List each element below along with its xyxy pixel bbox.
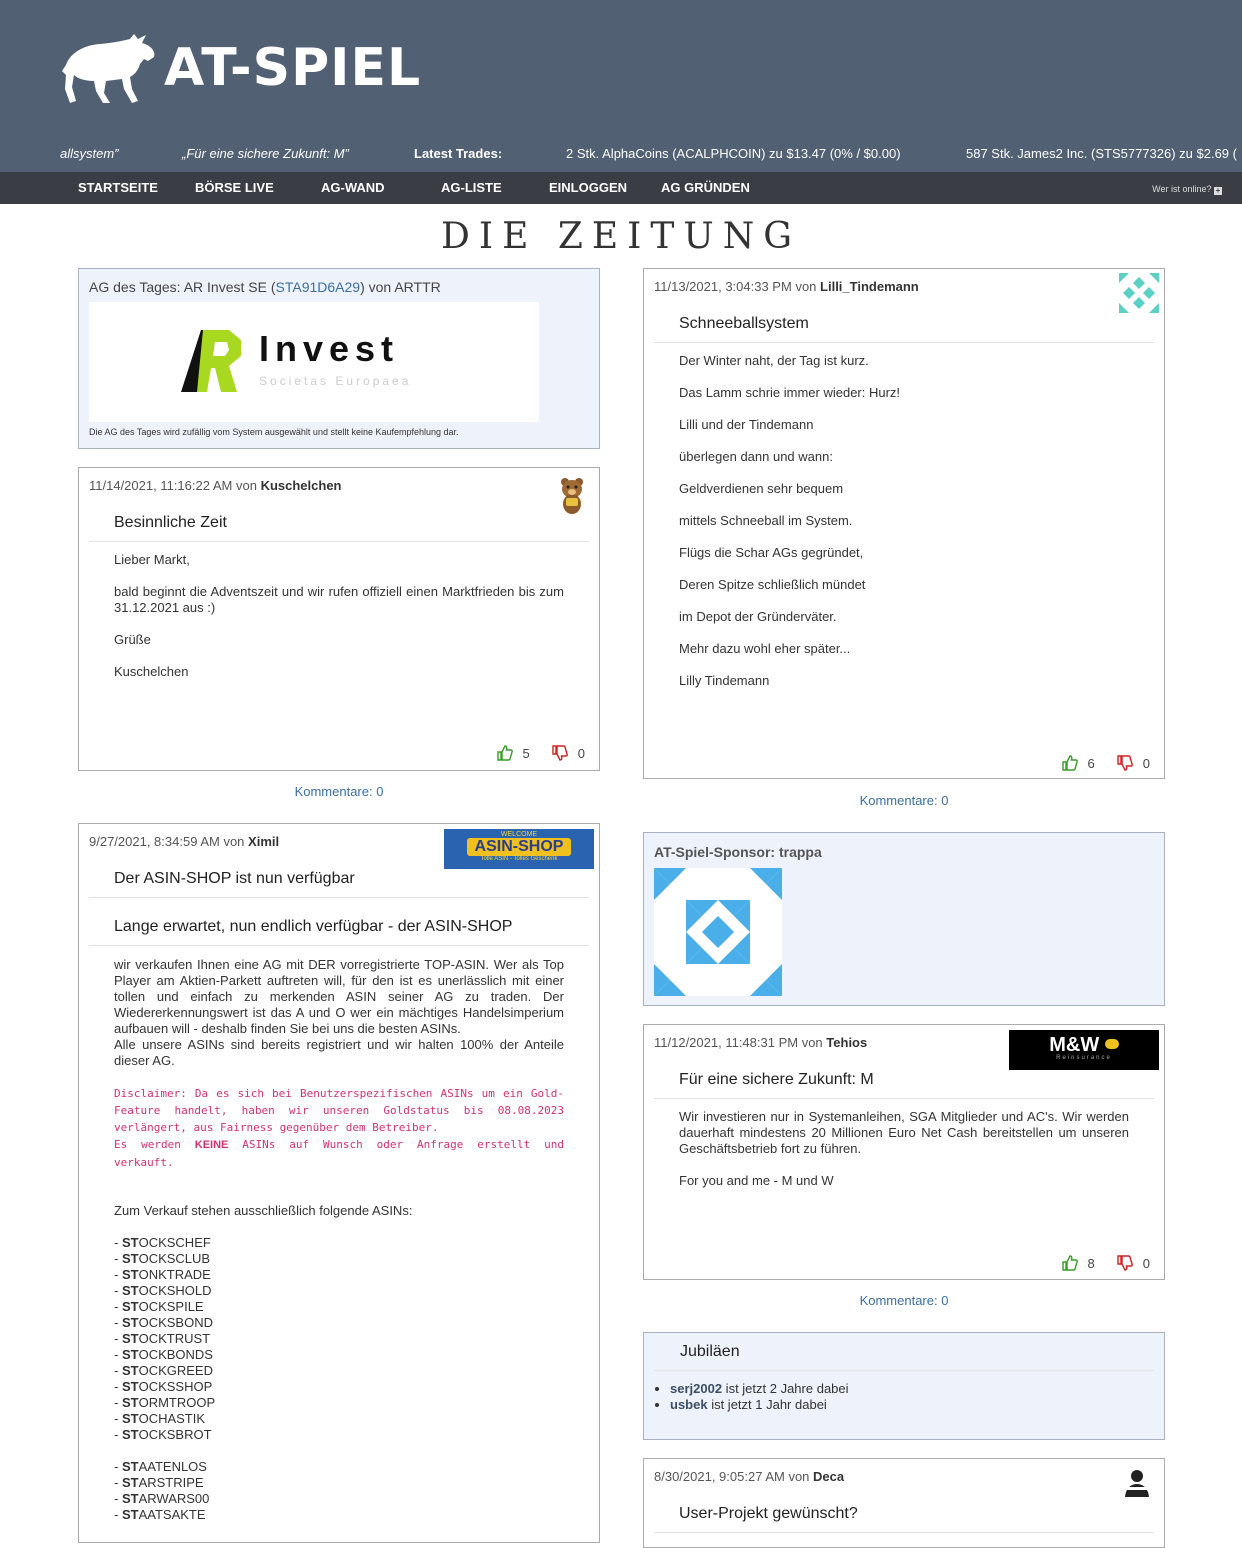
asin-item: - STOCKGREED (114, 1363, 213, 1378)
ar-logo-icon (171, 326, 251, 396)
sponsor-logo-icon[interactable] (654, 868, 782, 996)
banner-welcome: WELCOME (500, 831, 538, 838)
post-paragraph: mittels Schneeball im System. (679, 513, 853, 528)
post-paragraph: Lilly Tindemann (679, 673, 770, 688)
ticker-item[interactable]: „Für eine sichere Zukunft: M” (182, 146, 349, 161)
post-date: 11/13/2021, 3:04:33 PM (654, 279, 792, 294)
bee-icon (1105, 1039, 1119, 1049)
post-von: von (795, 279, 817, 294)
post-subject: Besinnliche Zeit (114, 514, 227, 531)
post-paragraph: Deren Spitze schließlich mündet (679, 577, 866, 592)
post-body (679, 353, 1129, 705)
banner-text: M&W (1049, 1034, 1100, 1056)
downvote-count: 0 (1142, 755, 1150, 771)
who-is-online-label: Wer ist online? (1152, 184, 1212, 194)
post-paragraph: bald beginnt die Adventszeit und wir rufen offiziell einen Marktfrieden bis zum 31.12.2021 aus :) (114, 584, 564, 615)
downvote-count: 0 (1142, 1255, 1150, 1271)
post-date: 11/14/2021, 11:16:22 AM (89, 478, 233, 493)
asin-list-intro: Zum Verkauf stehen ausschließlich folgende ASINs: (114, 1203, 413, 1218)
jubilee-text: ist jetzt 2 Jahre dabei (722, 1381, 849, 1396)
post-paragraph: Grüße (114, 632, 151, 647)
asin-item: - STOCHASTIK (114, 1411, 206, 1426)
page-title: DIE ZEITUNG (441, 216, 801, 257)
upvote-count: 6 (1087, 755, 1095, 771)
post-paragraph: Das Lamm schrie immer wieder: Hurz! (679, 385, 901, 400)
divider (89, 541, 589, 542)
main-nav (0, 172, 1242, 204)
jubilee-text: ist jetzt 1 Jahr dabei (707, 1397, 827, 1412)
disclaimer-text (114, 1085, 564, 1171)
disclaimer-emphasis: KEINE (194, 1139, 229, 1151)
list-item (670, 1381, 849, 1397)
sponsor-box (643, 832, 1165, 1006)
asin-shop-banner[interactable] (444, 829, 594, 869)
disclaimer-line: Disclaimer: Da es sich bei Benutzerspezifischen ASINs um ein Gold-Feature handelt, haben wir unseren Goldstatus bis 08.08.2023 verlängert, aus Fairness gegenüber dem Betreiber. (114, 1087, 564, 1134)
post-paragraph: überlegen dann und wann: (679, 449, 833, 464)
news-post (78, 823, 600, 1543)
post-paragraph: Alle unsere ASINs sind bereits registriert und wir halten 100% der Anteile dieser AG. (114, 1037, 564, 1068)
nav-einloggen[interactable]: EINLOGGEN (549, 180, 628, 195)
post-subject: Für eine sichere Zukunft: M (679, 1071, 874, 1088)
asin-item: - STARSTRIPE (114, 1475, 204, 1490)
site-logo[interactable] (60, 30, 421, 106)
comments-link[interactable]: Kommentare: 0 (859, 793, 949, 808)
post-von: von (801, 1035, 823, 1050)
post-paragraph: Wir investieren nur in Systemanleihen, SGA Mitglieder und AC's. Wir werden dauerhaft mindestens 20 Millionen Euro Net Cash bereitstellen um unseren Geschäftsbetrieb fort zu führen. (679, 1109, 1129, 1156)
jubilaeen-list (654, 1381, 849, 1413)
jubilee-user[interactable]: serj2002 (670, 1381, 723, 1396)
disclaimer-part: ASINs auf Wunsch oder Anfrage erstellt und verkauft. (114, 1138, 564, 1169)
jubilaeen-title: Jubiläen (680, 1343, 740, 1360)
mw-banner[interactable] (1009, 1030, 1159, 1070)
post-paragraph: Kuschelchen (114, 664, 189, 679)
nav-startseite[interactable]: STARTSEITE (78, 180, 158, 195)
pattern-avatar-icon[interactable] (1119, 273, 1159, 313)
divider (654, 1370, 1154, 1371)
thumbs-up-icon[interactable] (1062, 1255, 1078, 1271)
post-subheading: Lange erwartet, nun endlich verfügbar - der ASIN-SHOP (114, 918, 513, 935)
post-meta (654, 1035, 867, 1050)
asin-item: - STARWARS00 (114, 1491, 210, 1506)
news-post (78, 467, 600, 771)
ag-des-tages-suffix: ) von ARTTR (360, 279, 441, 295)
list-item (670, 1397, 849, 1413)
news-post (643, 1024, 1165, 1280)
latest-trades-label: Latest Trades: (414, 146, 503, 161)
upvote-count: 5 (522, 745, 530, 761)
comments-link[interactable]: Kommentare: 0 (294, 784, 384, 799)
asin-item: - STORMTROOP (114, 1395, 216, 1410)
vote-bar (497, 745, 585, 761)
sponsor-label[interactable]: AT-Spiel-Sponsor: trappa (654, 844, 822, 860)
post-meta (654, 279, 919, 294)
post-paragraph: im Depot der Gründerväter. (679, 609, 837, 624)
ag-des-tages-box (78, 268, 600, 449)
post-author[interactable]: Tehios (826, 1035, 868, 1050)
upvote-count: 8 (1087, 1255, 1095, 1271)
news-post (643, 268, 1165, 779)
post-von: von (235, 478, 257, 493)
asin-list (114, 1235, 564, 1443)
thumbs-up-icon[interactable] (497, 745, 513, 761)
asin-item: - STOCKSCHEF (114, 1235, 211, 1250)
nav-ag-wand[interactable]: AG-WAND (321, 180, 385, 195)
asin-item: - STAATSAKTE (114, 1507, 206, 1522)
downvote-count: 0 (577, 745, 585, 761)
post-subject: User-Projekt gewünscht? (679, 1505, 858, 1522)
jubilee-user[interactable]: usbek (670, 1397, 708, 1412)
post-paragraph: Mehr dazu wohl eher später... (679, 641, 851, 656)
post-date: 9/27/2021, 8:34:59 AM (89, 834, 220, 849)
banner-sub: Tolle ASIN - Tolles Geschenk (480, 856, 558, 862)
post-meta (89, 478, 342, 493)
thumbs-down-icon[interactable] (1117, 1255, 1133, 1271)
post-subject: Der ASIN-SHOP ist nun verfügbar (114, 870, 355, 887)
post-paragraph: Der Winter naht, der Tag ist kurz. (679, 353, 869, 368)
vote-bar (1062, 755, 1150, 771)
post-meta (654, 1469, 844, 1484)
post-author[interactable]: Kuschelchen (260, 478, 342, 493)
trade-item[interactable]: 2 Stk. AlphaCoins (ACALPHCOIN) zu $13.47 (0% / $0.00) (566, 146, 901, 161)
post-von: von (223, 834, 245, 849)
asin-item: - STONKTRADE (114, 1267, 211, 1282)
post-paragraph: Geldverdienen sehr bequem (679, 481, 844, 496)
vote-bar (1062, 1255, 1150, 1271)
bear-avatar-icon[interactable] (557, 476, 587, 514)
post-paragraph: Lilli und der Tindemann (679, 417, 814, 432)
ticker-bar (0, 146, 1242, 162)
ticker-item[interactable]: allsystem” (60, 146, 119, 161)
asin-item: - STOCKSPILE (114, 1299, 204, 1314)
site-header (0, 0, 1242, 172)
post-body (679, 1109, 1129, 1205)
plus-icon: + (1215, 186, 1221, 195)
divider (89, 945, 589, 946)
divider (654, 1532, 1154, 1533)
ag-logo-sub: Societas Europaea (259, 374, 412, 388)
post-paragraph: Flügs die Schar AGs gegründet, (679, 545, 864, 560)
asin-item: - STAATENLOS (114, 1459, 207, 1474)
bull-icon (60, 31, 156, 105)
ag-logo-image[interactable] (89, 302, 539, 422)
nav-boerse-live[interactable]: BÖRSE LIVE (195, 180, 274, 195)
post-author[interactable]: Lilli_Tindemann (820, 279, 919, 294)
ag-des-tages-heading (89, 279, 441, 295)
post-paragraph: For you and me - M und W (679, 1173, 834, 1188)
logo-text: AT-SPIEL (164, 38, 422, 98)
divider (654, 342, 1154, 343)
ag-code-link[interactable]: STA91D6A29 (275, 279, 361, 295)
divider (89, 897, 589, 898)
post-subject: Schneeballsystem (679, 315, 809, 332)
post-meta (89, 834, 279, 849)
divider (654, 1098, 1154, 1099)
banner-sub: Reinsurance (1056, 1055, 1112, 1061)
who-is-online-link[interactable] (1152, 184, 1222, 195)
post-body (114, 957, 564, 1523)
post-paragraph: wir verkaufen Ihnen eine AG mit DER vorregistrierte TOP-ASIN. Wer als Top Player am Aktien-Parkett auftreten will, für den ist es unerlässlich mit einer tollen und einfach zu merkenden ASIN seiner AG zu traden. Der Wiedererkennungswert ist das A und O wer ein mächtiges Handelsimperium aufbauen will - deshalb finden Sie bei uns die besten ASINs. (114, 957, 564, 1036)
post-date: 8/30/2021, 9:05:27 AM (654, 1469, 785, 1484)
trade-item[interactable]: 587 Stk. James2 Inc. (STS5777326) zu $2.69 ( (966, 146, 1237, 161)
jubilaeen-box (643, 1332, 1165, 1440)
disclaimer-part: Es werden (114, 1138, 195, 1151)
asin-item: - STOCKSBOND (114, 1315, 213, 1330)
thumbs-up-icon[interactable] (1062, 755, 1078, 771)
comments-link[interactable]: Kommentare: 0 (859, 1293, 949, 1308)
asin-item: - STOCKSBROT (114, 1427, 212, 1442)
nav-ag-liste[interactable]: AG-LISTE (441, 180, 502, 195)
asin-item: - STOCKSCLUB (114, 1251, 211, 1266)
disclaimer-line (114, 1136, 564, 1171)
asin-item: - STOCKTRUST (114, 1331, 211, 1346)
asin-item: - STOCKSSHOP (114, 1379, 213, 1394)
ag-des-tages-prefix: AG des Tages: AR Invest SE ( (89, 279, 276, 295)
banner-title (1009, 1034, 1159, 1057)
post-date: 11/12/2021, 11:48:31 PM (654, 1035, 799, 1050)
ag-des-tages-disclaimer: Die AG des Tages wird zufällig vom System ausgewählt und stellt keine Kaufempfehlung dar. (89, 427, 459, 437)
post-von: von (788, 1469, 810, 1484)
post-paragraph: Lieber Markt, (114, 552, 190, 567)
asin-item: - STOCKBONDS (114, 1347, 213, 1362)
thumbs-down-icon[interactable] (1117, 755, 1133, 771)
post-author[interactable]: Ximil (248, 834, 280, 849)
post-author[interactable]: Deca (813, 1469, 845, 1484)
ag-logo-word: Invest (259, 328, 400, 369)
thumbs-down-icon[interactable] (552, 745, 568, 761)
asin-item: - STOCKSHOLD (114, 1283, 212, 1298)
person-avatar-icon[interactable] (1122, 1467, 1152, 1497)
asin-list (114, 1459, 564, 1523)
post-body (114, 552, 564, 696)
banner-title: ASIN-SHOP (467, 838, 572, 856)
nav-ag-gruenden[interactable]: AG GRÜNDEN (661, 180, 750, 195)
